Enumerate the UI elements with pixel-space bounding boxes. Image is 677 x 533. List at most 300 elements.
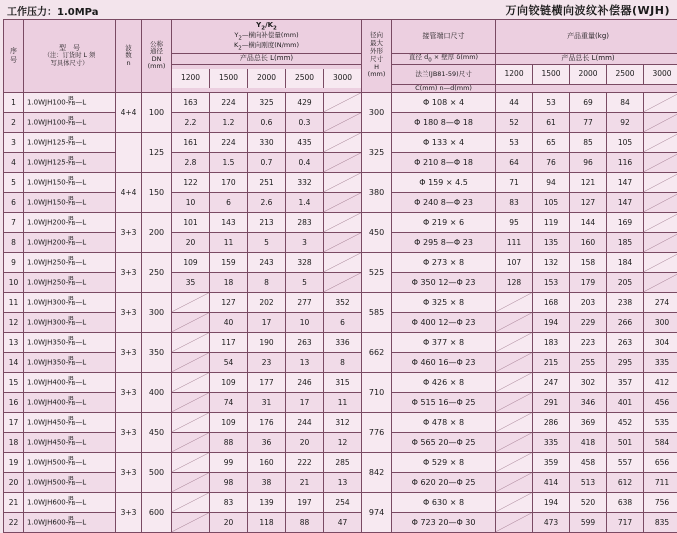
cell-weight-3000 [644,132,677,152]
cell-flange: Φ 210 8—Φ 18 [392,152,496,172]
table-row [4,212,677,232]
cell-yk-3000: 12 [324,432,362,452]
cell-yk-1500: 109 [210,372,248,392]
cell-weight-3000: 335 [644,352,677,372]
cell-yk-1200: 161 [172,132,210,152]
th-length-group: 产品总长 L(mm) [172,53,362,64]
cell-yk-2500: 1.4 [286,192,324,212]
table-row [4,252,677,272]
cell-seq: 11 [4,292,24,312]
cell-flange: Φ 565 20—Φ 25 [392,432,496,452]
cell-weight-1200 [496,332,533,352]
cell-weight-1500: 335 [533,432,570,452]
th-flange-std: 法兰(JB81-59)尺寸 [392,64,496,84]
cell-wave-count: 3+3 [116,412,142,452]
cell-yk-2000: 213 [248,212,286,232]
table-row [4,392,677,412]
cell-seq: 5 [4,172,24,192]
cell-seq: 10 [4,272,24,292]
cell-hmax: 662 [362,332,392,372]
cell-seq: 3 [4,132,24,152]
cell-yk-1500: 18 [210,272,248,292]
cell-weight-1200 [496,432,533,452]
cell-flange: Φ 273 × 8 [392,252,496,272]
cell-yk-1500: 143 [210,212,248,232]
cell-yk-1200: 10 [172,192,210,212]
cell-yk-1500: 1.5 [210,152,248,172]
cell-weight-1500: 94 [533,172,570,192]
cell-yk-3000: 352 [324,292,362,312]
cell-yk-1500: 54 [210,352,248,372]
cell-weight-2000: 77 [570,112,607,132]
cell-weight-2500: 717 [607,512,644,532]
cell-dn: 100 [142,92,172,132]
cell-model: 1.0WJH350-JB FB—L [24,332,116,352]
th-len-3000: 3000 [324,69,362,88]
cell-seq: 15 [4,372,24,392]
th-model: 型 号 （注：订货时 L 须 写具体尺寸） [24,20,116,93]
cell-yk-1500: 11 [210,232,248,252]
cell-seq: 22 [4,512,24,532]
cell-yk-1200: 35 [172,272,210,292]
document-title: 万向铰链横向波纹补偿器(WJH) [506,2,671,18]
cell-wave-count: 3+3 [116,372,142,412]
cell-flange: Φ 529 × 8 [392,452,496,472]
cell-dn: 350 [142,332,172,372]
cell-weight-1200 [496,492,533,512]
cell-yk-2000: 17 [248,312,286,332]
cell-weight-3000: 656 [644,452,677,472]
table-row [4,272,677,292]
cell-weight-2000: 520 [570,492,607,512]
cell-weight-2000: 255 [570,352,607,372]
cell-flange: Φ 133 × 4 [392,132,496,152]
cell-weight-1200: 52 [496,112,533,132]
cell-hmax: 710 [362,372,392,412]
cell-wave-count: 3+3 [116,452,142,492]
cell-yk-1200 [172,352,210,372]
cell-weight-1200 [496,292,533,312]
cell-weight-1200: 83 [496,192,533,212]
cell-yk-3000 [324,112,362,132]
cell-flange: Φ 400 12—Φ 23 [392,312,496,332]
th-wt-1500: 1500 [533,65,570,84]
cell-wave-count: 3+3 [116,252,142,292]
cell-seq: 20 [4,472,24,492]
cell-yk-1500: 117 [210,332,248,352]
cell-weight-2000: 85 [570,132,607,152]
cell-weight-1500: 473 [533,512,570,532]
cell-hmax: 450 [362,212,392,252]
cell-weight-3000: 274 [644,292,677,312]
cell-weight-1200 [496,312,533,332]
cell-yk-1200: 2.8 [172,152,210,172]
cell-weight-1500: 132 [533,252,570,272]
cell-model: 1.0WJH150-JB FB—L [24,172,116,192]
th-spacer [496,84,677,92]
cell-yk-1200 [172,332,210,352]
cell-weight-1200 [496,352,533,372]
cell-weight-2000: 203 [570,292,607,312]
cell-yk-2000: 0.6 [248,112,286,132]
cell-model: 1.0WJH350-JB FB—L [24,352,116,372]
cell-weight-1200: 111 [496,232,533,252]
cell-dn: 500 [142,452,172,492]
cell-flange: Φ 515 16—Φ 25 [392,392,496,412]
cell-dn: 250 [142,252,172,292]
cell-wave-count: 4+4 [116,172,142,212]
cell-flange: Φ 240 8—Φ 23 [392,192,496,212]
cell-weight-2000: 346 [570,392,607,412]
cell-dn: 400 [142,372,172,412]
cell-weight-1200 [496,472,533,492]
cell-yk-3000: 336 [324,332,362,352]
cell-weight-3000 [644,232,677,252]
cell-flange: Φ 325 × 8 [392,292,496,312]
cell-yk-2000: 330 [248,132,286,152]
cell-yk-3000 [324,152,362,172]
cell-weight-1500: 359 [533,452,570,472]
cell-weight-3000: 300 [644,312,677,332]
cell-yk-3000: 47 [324,512,362,532]
table-row [4,112,677,132]
cell-dn: 450 [142,412,172,452]
cell-yk-2000: 31 [248,392,286,412]
cell-flange: Φ 620 20—Φ 25 [392,472,496,492]
working-pressure-label: 工作压力：1.0MPa [7,3,98,18]
cell-yk-2500: 263 [286,332,324,352]
cell-hmax: 842 [362,452,392,492]
cell-model: 1.0WJH125-JB FB—L [24,132,116,152]
table-row [4,172,677,192]
th-flange-group: 接管端口尺寸 [392,20,496,54]
cell-weight-3000 [644,192,677,212]
cell-hmax: 380 [362,172,392,212]
th-len-1200: 1200 [172,69,210,88]
cell-dn: 600 [142,492,172,532]
th-wt-1200: 1200 [496,65,533,84]
cell-model: 1.0WJH250-JB FB—L [24,252,116,272]
cell-yk-2500: 328 [286,252,324,272]
cell-weight-2000: 418 [570,432,607,452]
th-wt-2500: 2500 [607,65,644,84]
cell-yk-2000: 190 [248,332,286,352]
cell-yk-1200: 163 [172,92,210,112]
cell-yk-2000: 36 [248,432,286,452]
cell-weight-2500: 184 [607,252,644,272]
cell-weight-1200 [496,412,533,432]
cell-yk-3000 [324,232,362,252]
cell-weight-2500: 169 [607,212,644,232]
cell-yk-2000: 325 [248,92,286,112]
cell-flange: Φ 723 20—Φ 30 [392,512,496,532]
cell-yk-1500: 1.2 [210,112,248,132]
cell-model: 1.0WJH400-JB FB—L [24,372,116,392]
cell-model: 1.0WJH100-JB FB—L [24,112,116,132]
cell-yk-1200 [172,412,210,432]
cell-weight-1200: 53 [496,132,533,152]
cell-yk-3000: 285 [324,452,362,472]
cell-flange: Φ 180 8—Φ 18 [392,112,496,132]
cell-yk-2000: 0.7 [248,152,286,172]
cell-weight-2500: 263 [607,332,644,352]
cell-weight-1500: 65 [533,132,570,152]
cell-yk-2000: 251 [248,172,286,192]
cell-weight-2000: 96 [570,152,607,172]
cell-seq: 16 [4,392,24,412]
table-row [4,92,677,112]
cell-yk-3000 [324,132,362,152]
cell-dn: 200 [142,212,172,252]
spec-table [3,19,677,533]
cell-model: 1.0WJH600-JB FB—L [24,512,116,532]
cell-weight-3000 [644,212,677,232]
cell-seq: 7 [4,212,24,232]
cell-weight-2000: 160 [570,232,607,252]
cell-model: 1.0WJH400-JB FB—L [24,392,116,412]
cell-yk-1500: 88 [210,432,248,452]
cell-yk-2500: 222 [286,452,324,472]
cell-model: 1.0WJH300-JB FB—L [24,312,116,332]
table-row [4,472,677,492]
th-flange-dia: 直径 $d_0$ × 壁厚 δ(mm) [392,53,496,64]
cell-flange: Φ 460 16—Φ 23 [392,352,496,372]
cell-weight-1500: 183 [533,332,570,352]
cell-weight-2000: 229 [570,312,607,332]
cell-seq: 8 [4,232,24,252]
cell-yk-1500: 99 [210,452,248,472]
cell-yk-3000 [324,272,362,292]
cell-weight-2500: 266 [607,312,644,332]
th-weight-length-group: 产品总长 L(mm) [496,53,677,64]
cell-yk-2000: 8 [248,272,286,292]
cell-yk-2000: 177 [248,372,286,392]
cell-weight-3000 [644,172,677,192]
table-head [4,20,677,93]
cell-seq: 13 [4,332,24,352]
cell-yk-2000: 202 [248,292,286,312]
cell-weight-1500: 153 [533,272,570,292]
th-length-cols-wrap [172,64,362,92]
cell-yk-2500: 13 [286,352,324,372]
table-row [4,412,677,432]
cell-model: 1.0WJH250-JB FB—L [24,272,116,292]
cell-yk-1500: 98 [210,472,248,492]
cell-yk-2500: 10 [286,312,324,332]
cell-yk-2500: 435 [286,132,324,152]
cell-yk-3000 [324,92,362,112]
cell-seq: 2 [4,112,24,132]
cell-model: 1.0WJH450-JB FB—L [24,432,116,452]
cell-yk-2000: 243 [248,252,286,272]
cell-weight-1500: 61 [533,112,570,132]
th-wt-2000: 2000 [570,65,607,84]
cell-weight-1500: 168 [533,292,570,312]
th-dn: 公称 通径 DN (mm) [142,20,172,93]
cell-yk-2000: 38 [248,472,286,492]
cell-yk-1500: 224 [210,92,248,112]
table-row [4,192,677,212]
cell-weight-3000: 304 [644,332,677,352]
cell-weight-1200 [496,372,533,392]
cell-yk-2500: 332 [286,172,324,192]
cell-weight-2000: 121 [570,172,607,192]
th-seq: 序 号 [4,20,24,93]
table-row [4,152,677,172]
cell-weight-2000: 223 [570,332,607,352]
cell-model: 1.0WJH500-JB FB—L [24,472,116,492]
cell-weight-2000: 458 [570,452,607,472]
cell-dn: 150 [142,172,172,212]
cell-yk-2500: 3 [286,232,324,252]
table-row [4,432,677,452]
cell-weight-2500: 357 [607,372,644,392]
cell-weight-1500: 291 [533,392,570,412]
cell-weight-2000: 599 [570,512,607,532]
cell-yk-2000: 160 [248,452,286,472]
table-row [4,232,677,252]
cell-weight-2000: 158 [570,252,607,272]
cell-yk-2500: 21 [286,472,324,492]
cell-seq: 4 [4,152,24,172]
cell-yk-2000: 118 [248,512,286,532]
cell-wave-count: 4+4 [116,92,142,132]
cell-yk-2000: 5 [248,232,286,252]
cell-weight-3000 [644,152,677,172]
cell-yk-1200: 20 [172,232,210,252]
cell-flange: Φ 108 × 4 [392,92,496,112]
cell-weight-2500: 105 [607,132,644,152]
cell-weight-1500: 76 [533,152,570,172]
cell-yk-3000: 13 [324,472,362,492]
cell-weight-2500: 84 [607,92,644,112]
cell-yk-1500: 170 [210,172,248,192]
cell-flange: Φ 377 × 8 [392,332,496,352]
cell-weight-1200 [496,512,533,532]
cell-seq: 1 [4,92,24,112]
cell-yk-3000: 312 [324,412,362,432]
cell-yk-2500: 5 [286,272,324,292]
th-yk-group: $Y_2/K_2$ $Y_2—$横向补偿量(mm) $K_2—$横向刚度(N/mm) [172,20,362,54]
cell-weight-2500: 401 [607,392,644,412]
cell-hmax: 300 [362,92,392,132]
cell-seq: 9 [4,252,24,272]
cell-flange: Φ 350 12—Φ 23 [392,272,496,292]
cell-weight-1200: 107 [496,252,533,272]
cell-weight-1200: 95 [496,212,533,232]
cell-weight-1200 [496,392,533,412]
cell-model: 1.0WJH300-JB FB—L [24,292,116,312]
cell-seq: 12 [4,312,24,332]
cell-model: 1.0WJH200-JB FB—L [24,232,116,252]
cell-yk-1500: 83 [210,492,248,512]
cell-yk-1200 [172,512,210,532]
cell-yk-1200: 122 [172,172,210,192]
cell-weight-1500: 194 [533,492,570,512]
cell-model: 1.0WJH100-JB FB—L [24,92,116,112]
cell-yk-1500: 74 [210,392,248,412]
cell-hmax: 585 [362,292,392,332]
table-row [4,132,677,152]
cell-weight-3000: 756 [644,492,677,512]
table-row [4,312,677,332]
table-row [4,372,677,392]
cell-weight-3000: 711 [644,472,677,492]
cell-weight-3000: 412 [644,372,677,392]
cell-yk-1200 [172,312,210,332]
cell-dn: 125 [142,132,172,172]
cell-weight-2000: 127 [570,192,607,212]
cell-weight-2500: 147 [607,192,644,212]
document-header [3,2,674,19]
cell-yk-1500: 20 [210,512,248,532]
cell-weight-1200 [496,452,533,472]
th-weight-group: 产品重量(kg) [496,20,677,54]
cell-wave-count [116,132,142,172]
th-flange-cn: C(mm) n—d(mm) [392,84,496,92]
cell-weight-2500: 92 [607,112,644,132]
cell-weight-3000: 584 [644,432,677,452]
cell-weight-1500: 247 [533,372,570,392]
cell-weight-2000: 144 [570,212,607,232]
cell-yk-3000: 6 [324,312,362,332]
cell-yk-1200 [172,372,210,392]
cell-yk-1200 [172,392,210,412]
table-row [4,352,677,372]
cell-yk-2500: 88 [286,512,324,532]
cell-yk-1200 [172,452,210,472]
cell-weight-1500: 53 [533,92,570,112]
cell-weight-3000 [644,272,677,292]
cell-seq: 14 [4,352,24,372]
cell-weight-3000 [644,92,677,112]
cell-hmax: 974 [362,492,392,532]
cell-weight-2500: 295 [607,352,644,372]
cell-flange: Φ 219 × 6 [392,212,496,232]
cell-wave-count: 3+3 [116,292,142,332]
cell-weight-2500: 501 [607,432,644,452]
cell-yk-2500: 244 [286,412,324,432]
cell-weight-1500: 194 [533,312,570,332]
cell-seq: 17 [4,412,24,432]
cell-flange: Φ 478 × 8 [392,412,496,432]
cell-yk-2500: 429 [286,92,324,112]
cell-yk-1200 [172,492,210,512]
cell-yk-1500: 127 [210,292,248,312]
cell-weight-1500: 135 [533,232,570,252]
table-row [4,512,677,532]
cell-yk-3000: 8 [324,352,362,372]
cell-weight-1200: 64 [496,152,533,172]
cell-weight-2500: 116 [607,152,644,172]
cell-dn: 300 [142,292,172,332]
cell-yk-1500: 40 [210,312,248,332]
cell-weight-2500: 185 [607,232,644,252]
th-len-2000: 2000 [248,69,286,88]
th-len-1500: 1500 [210,69,248,88]
cell-flange: Φ 295 8—Φ 23 [392,232,496,252]
cell-wave-count: 3+3 [116,212,142,252]
cell-yk-2500: 0.4 [286,152,324,172]
cell-yk-2500: 20 [286,432,324,452]
cell-weight-2000: 179 [570,272,607,292]
cell-yk-1200 [172,472,210,492]
cell-yk-3000: 315 [324,372,362,392]
cell-seq: 18 [4,432,24,452]
cell-yk-2500: 17 [286,392,324,412]
cell-flange: Φ 159 × 4.5 [392,172,496,192]
cell-model: 1.0WJH150-JB FB—L [24,192,116,212]
